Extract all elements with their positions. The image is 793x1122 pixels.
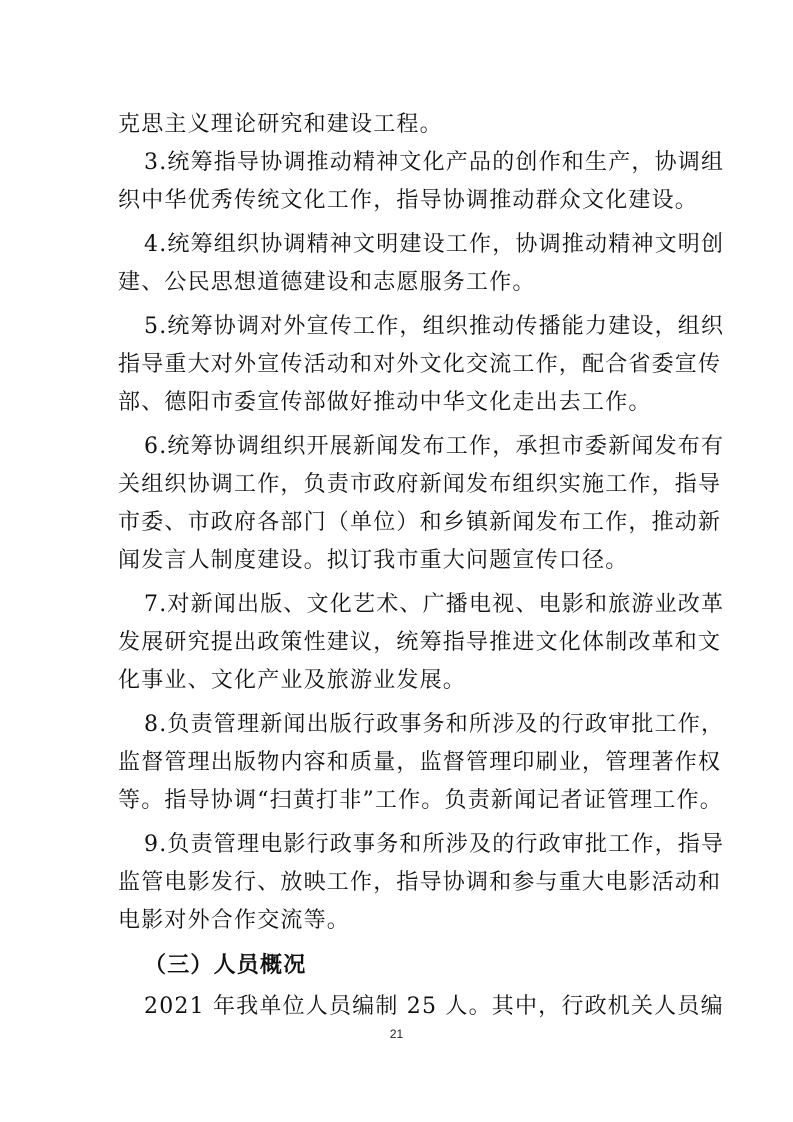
paragraph-line: 织中华优秀传统文化工作，指导协调推动群众文化建设。: [118, 188, 699, 213]
paragraph-line: 指导重大对外宣传活动和对外文化交流工作，配合省委宣传: [118, 352, 722, 377]
paragraph-line: 发展研究提出政策性建议，统筹指导推进文化体制改革和文: [118, 630, 722, 655]
paragraph-line: 监督管理出版物内容和质量，监督管理印刷业，管理著作权: [118, 750, 722, 775]
paragraph-line: 闻发言人制度建设。拟订我市重大问题宣传口径。: [118, 548, 629, 573]
paragraph-line: 部、德阳市委宣传部做好推动中华文化走出去工作。: [118, 390, 652, 415]
paragraph-line: 关组织协调工作，负责市政府新闻发布组织实施工作，指导: [118, 472, 722, 497]
paragraph-line: 5.统筹协调对外宣传工作，组织推动传播能力建设，组织: [144, 314, 725, 339]
paragraph-line: 3.统筹指导协调推动精神文化产品的创作和生产，协调组: [144, 150, 725, 175]
section-heading: （三）人员概况: [144, 952, 307, 978]
paragraph-line: 监管电影发行、放映工作，指导协调和参与重大电影活动和: [118, 870, 722, 895]
paragraph-line: 化事业、文化产业及旅游业发展。: [118, 668, 467, 693]
paragraph-line: 电影对外合作交流等。: [118, 908, 351, 933]
paragraph-line: 8.负责管理新闻出版行政事务和所涉及的行政审批工作，: [144, 712, 725, 737]
paragraph-line: 6.统筹协调组织开展新闻发布工作，承担市委新闻发布有: [144, 434, 725, 459]
paragraph-line: 建、公民思想道德建设和志愿服务工作。: [118, 270, 536, 295]
paragraph-line: 7.对新闻出版、文化艺术、广播电视、电影和旅游业改革: [144, 592, 725, 617]
paragraph-line: 等。指导协调“扫黄打非”工作。负责新闻记者证管理工作。: [118, 788, 723, 813]
paragraph-line: 9.负责管理电影行政事务和所涉及的行政审批工作，指导: [144, 832, 725, 857]
paragraph-line: 市委、市政府各部门（单位）和乡镇新闻发布工作，推动新: [118, 510, 722, 535]
paragraph-line: 2021 年我单位人员编制 25 人。其中，行政机关人员编: [144, 994, 724, 1019]
page-number: 21: [389, 1027, 404, 1041]
paragraph-line: 克思主义理论研究和建设工程。: [118, 112, 443, 137]
paragraph-line: 4.统筹组织协调精神文明建设工作，协调推动精神文明创: [144, 232, 725, 257]
